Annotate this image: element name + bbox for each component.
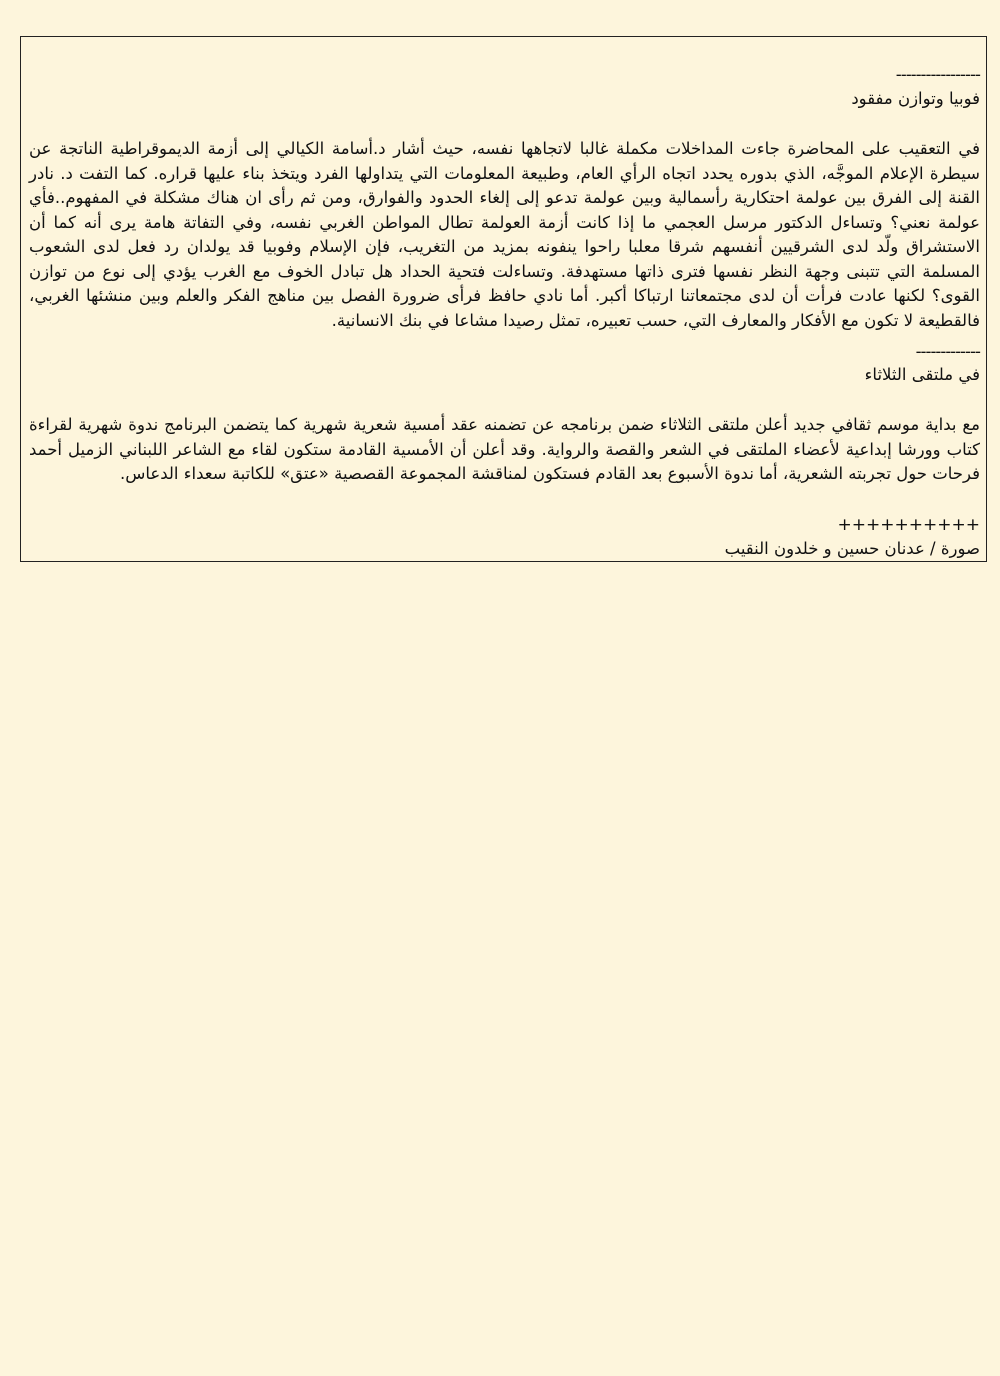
plus-separator: ++++++++++ bbox=[837, 515, 980, 535]
article-content bbox=[29, 37, 980, 561]
section1-heading: فوبيا وتوازن مفقود bbox=[851, 89, 980, 108]
section2-body: مع بداية موسم ثقافي جديد أعلن ملتقى الثلاثاء ضمن برنامجه عن تضمنه عقد أمسية شعرية شهرية كما يتضمن البرنامج ندوة شهرية لقراءة كتاب وورشا إبداعية لأعضاء الملتقى في الشعر والقصة والرواية. وقد أعلن أن الأمسية القادمة ستكون لقاء مع الشاعر اللبناني الزميل أحمد فرحات حول تجربته الشعرية، أما ندوة الأسبوع بعد القادم فستكون لمناقشة المجموعة القصصية «عتق» للكاتبة سعداء الدعاس. bbox=[29, 415, 980, 483]
separator-top: ----------------- bbox=[895, 65, 980, 84]
section2-heading: في ملتقى الثلاثاء bbox=[864, 365, 980, 384]
article-frame bbox=[20, 36, 987, 562]
separator-mid: ------------- bbox=[915, 342, 980, 361]
photo-credit: صورة / عدنان حسين و خلدون النقيب bbox=[724, 539, 980, 558]
section1-body: في التعقيب على المحاضرة جاءت المداخلات مكملة غالبا لاتجاهها نفسه، حيث أشار د.أسامة الكيالي إلى أزمة الديموقراطية الناتجة عن سيطرة الإعلام الموجَّه، الذي بدوره يحدد اتجاه الرأي العام، وطبيعة المعلومات التي يتداولها الفرد ويتخذ بناء عليها قراره. كما التفت د. نادر القنة إلى الفرق بين عولمة احتكارية رأسمالية وبين عولمة تدعو إلى إلغاء الحدود والفوارق، ومن ثم رأى ان هناك مشكلة في المفهوم..فأي عولمة نعني؟ وتساءل الدكتور مرسل العجمي ما إذا كانت أزمة العولمة تطال المواطن الغربي نفسه، وفي التفاتة هامة يرى أنه كما أن الاستشراق ولّد لدى الشرقيين أنفسهم شرقا معلبا راحوا ينفونه بمزيد من التغريب، فإن الإسلام وفوبيا قد يولدان رد فعل لدى الشعوب المسلمة التي تتبنى وجهة النظر نفسها فترى ذاتها مستهدفة. وتساءلت فتحية الحداد هل تبادل الخوف مع الغرب يؤدي إلى نوع من توازن القوى؟ لكنها عادت فرأت أن لدى مجتمعاتنا ارتباكا أكبر. أما نادي حافظ فرأى ضرورة الفصل بين مناهج الفكر والعلم وبين منشئها الغربي، فالقطيعة لا تكون مع الأفكار والمعارف التي، حسب تعبيره، تمثل رصيدا مشاعا في بنك الانسانية. bbox=[29, 139, 980, 330]
